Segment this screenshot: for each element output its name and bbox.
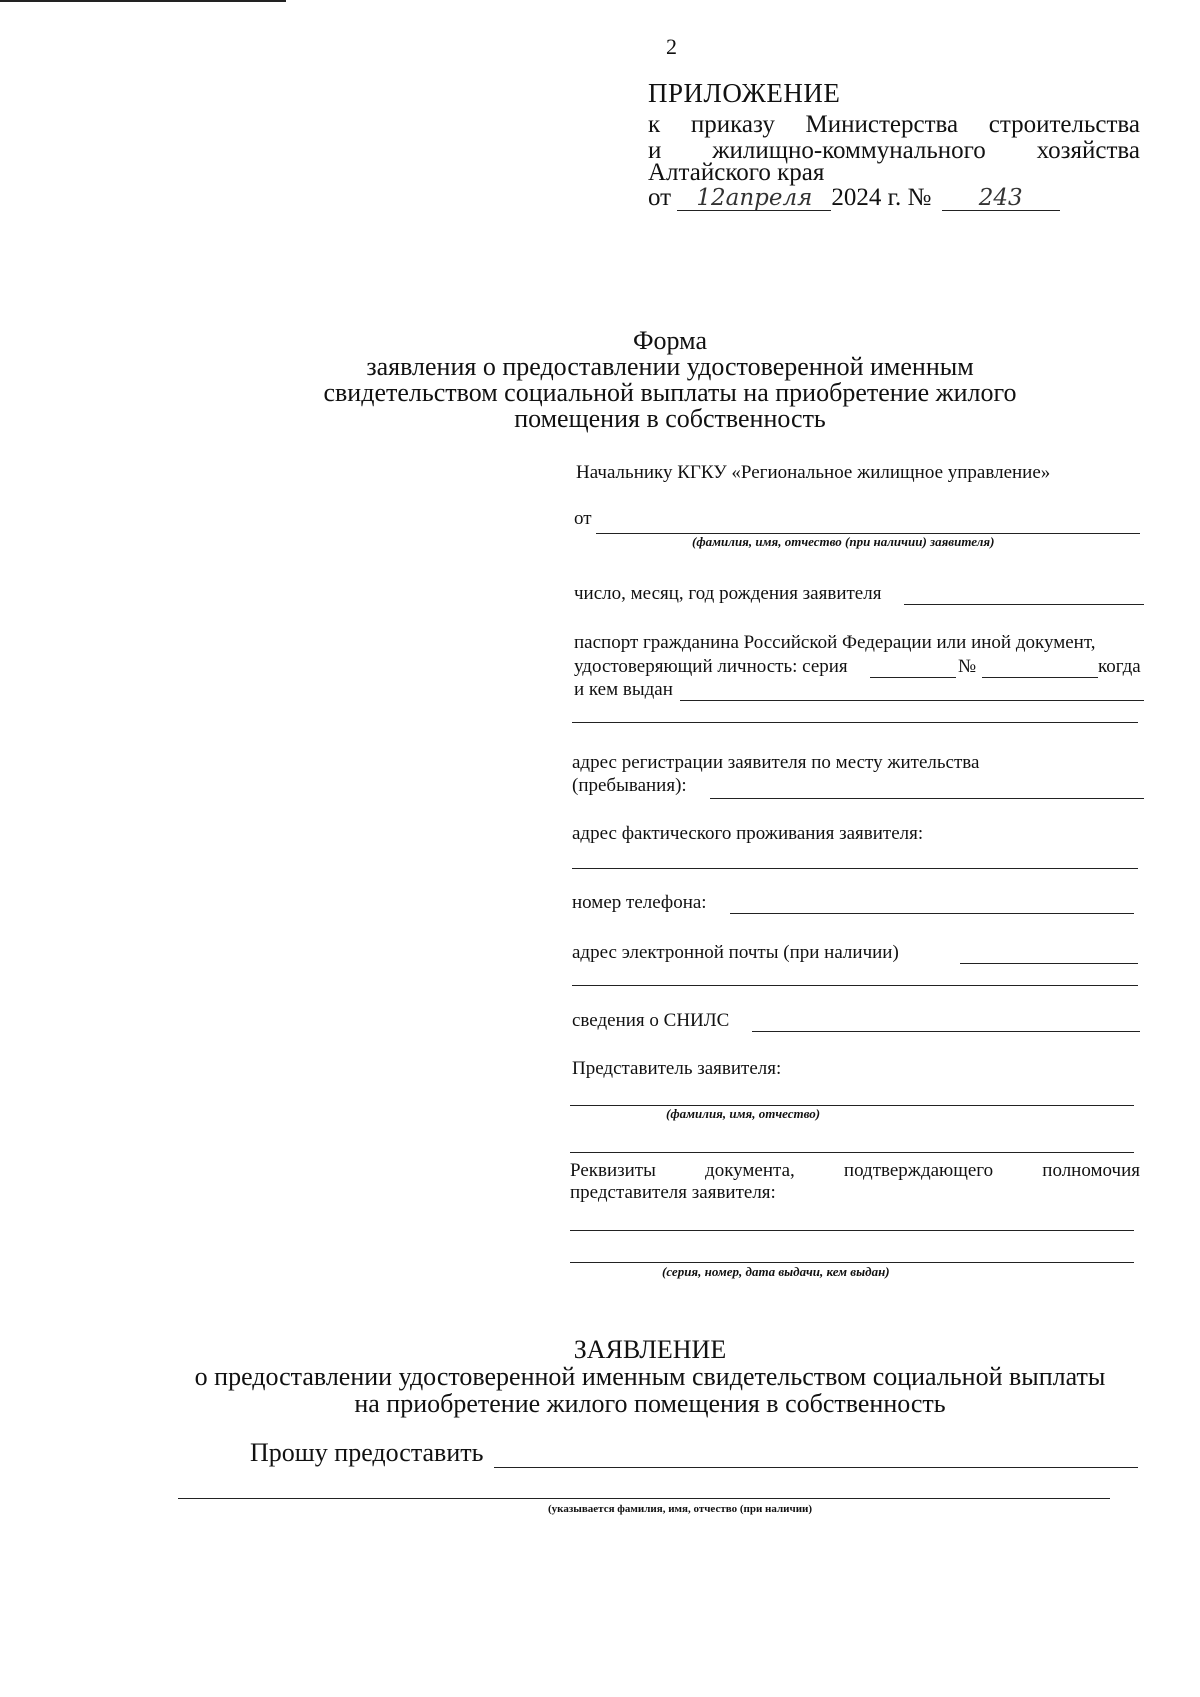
email-field-line[interactable] [960,963,1138,964]
form-heading-line-1: заявления о предоставлении удостоверенной именным [366,352,974,381]
order-prefix: от [648,184,672,211]
appendix-line-3: Алтайского края [648,159,825,186]
from-label: от [574,508,592,529]
phone-field-line[interactable] [730,913,1134,914]
form-heading [270,328,1070,432]
email-label: адрес электронной почты (при наличии) [572,942,899,963]
email-field-line-2[interactable] [572,985,1138,986]
passport-line-1: паспорт гражданина Российской Федерации или иной документ, [574,632,1096,653]
request-field-line[interactable] [494,1467,1138,1468]
representative-caption: (фамилия, имя, отчество) [666,1106,821,1121]
rep-doc-line-1: Реквизиты документа, подтверждающего полномочия [570,1160,1140,1181]
order-reference [648,184,1060,212]
passport-issued-field-line[interactable] [680,700,1144,701]
passport-series-label: удостоверяющий личность: серия [574,656,848,677]
addressee: Начальнику КГКУ «Региональное жилищное управление» [576,462,1051,483]
statement-line-1: о предоставлении удостоверенной именным свидетельством социальной выплаты [194,1362,1106,1391]
statement-heading [160,1336,1140,1417]
appendix-line-1: к приказу Министерства строительства [648,111,1140,138]
request-caption: (указывается фамилия, имя, отчество (при наличии) [548,1503,813,1515]
phone-label: номер телефона: [572,892,707,913]
order-number-handwritten: 243 [942,186,1060,211]
rep-doc-line-2: представителя заявителя: [570,1182,776,1203]
order-date-handwritten: 12апреля [677,186,831,211]
appendix-title: ПРИЛОЖЕНИЕ [648,78,841,108]
form-heading-line-3: помещения в собственность [514,404,826,433]
top-edge-rule [0,0,286,2]
from-caption: (фамилия, имя, отчество (при наличии) заявителя) [692,534,995,549]
passport-issued-label: и кем выдан [574,679,673,700]
snils-field-line[interactable] [752,1031,1140,1032]
reg-address-field-line[interactable] [710,798,1144,799]
passport-when-label: когда [1098,656,1141,677]
passport-number-label: № [958,656,977,677]
birth-date-field-line[interactable] [904,604,1144,605]
request-field-line-2[interactable] [178,1498,1110,1499]
actual-address-label: адрес фактического проживания заявителя: [572,823,924,844]
representative-field-line[interactable] [570,1105,1134,1106]
representative-label: Представитель заявителя: [572,1058,782,1079]
reg-address-line-1: адрес регистрации заявителя по месту жительства [572,752,980,773]
passport-number-field-line[interactable] [982,677,1098,678]
page-number: 2 [666,34,677,59]
statement-line-2: на приобретение жилого помещения в собственность [354,1389,946,1418]
passport-series-field-line[interactable] [870,677,956,678]
form-heading-title: Форма [633,326,707,355]
birth-date-label: число, месяц, год рождения заявителя [574,583,882,604]
appendix-line-2: и жилищно-коммунального хозяйства [648,137,1140,164]
rep-doc-caption: (серия, номер, дата выдачи, кем выдан) [662,1264,890,1279]
reg-address-line-2: (пребывания): [572,775,687,796]
form-heading-line-2: свидетельством социальной выплаты на приобретение жилого [323,378,1017,407]
statement-title: ЗАЯВЛЕНИЕ [573,1335,727,1364]
snils-label: сведения о СНИЛС [572,1010,730,1031]
request-label: Прошу предоставить [250,1438,484,1467]
representative-field-line-2[interactable] [570,1152,1134,1153]
rep-doc-field-line-2[interactable] [570,1262,1134,1263]
rep-doc-field-line[interactable] [570,1230,1134,1231]
actual-address-field-line[interactable] [572,868,1138,869]
order-year: 2024 г. № [831,184,932,211]
passport-issued-field-line-2[interactable] [572,722,1138,723]
